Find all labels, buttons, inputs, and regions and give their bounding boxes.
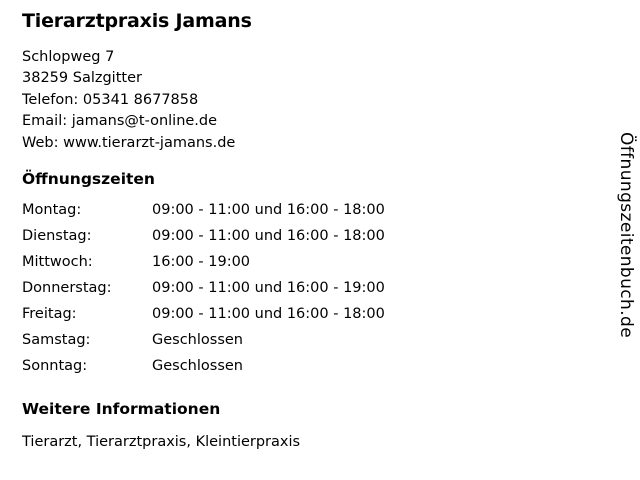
content-column <box>22 10 582 453</box>
watermark-label: Öffnungszeitenbuch.de <box>616 132 636 339</box>
hours-day-label: Sonntag: <box>22 358 88 375</box>
hours-time-value: Geschlossen <box>152 332 243 349</box>
more-information-text: Tierarzt, Tierarztpraxis, Kleintierpraxis <box>22 434 301 451</box>
address-web: Web: www.tierarzt-jamans.de <box>22 134 236 151</box>
address-block <box>22 47 582 155</box>
hours-time-value: 09:00 - 11:00 und 16:00 - 18:00 <box>152 306 385 323</box>
hours-day-label: Dienstag: <box>22 228 92 245</box>
more-information-heading: Weitere Informationen <box>22 400 221 419</box>
table-row <box>22 202 385 228</box>
hours-time-value: 09:00 - 11:00 und 16:00 - 18:00 <box>152 202 385 219</box>
address-city: 38259 Salzgitter <box>22 70 142 87</box>
table-row <box>22 358 385 384</box>
hours-time-value: 16:00 - 19:00 <box>152 254 251 271</box>
hours-time-value: 09:00 - 11:00 und 16:00 - 19:00 <box>152 280 385 297</box>
address-phone: Telefon: 05341 8677858 <box>22 91 199 108</box>
hours-day-label: Samstag: <box>22 332 91 349</box>
hours-day-label: Freitag: <box>22 306 77 323</box>
hours-time-value: 09:00 - 11:00 und 16:00 - 18:00 <box>152 228 385 245</box>
address-street: Schlopweg 7 <box>22 48 115 65</box>
table-row <box>22 280 385 306</box>
hours-day-label: Mittwoch: <box>22 254 93 271</box>
hours-day-label: Donnerstag: <box>22 280 112 297</box>
hours-day-label: Montag: <box>22 202 82 219</box>
opening-hours-table <box>22 202 385 384</box>
opening-hours-heading: Öffnungszeiten <box>22 170 155 189</box>
page-title: Tierarztpraxis Jamans <box>22 10 252 32</box>
table-row <box>22 332 385 358</box>
table-row <box>22 254 385 280</box>
table-row <box>22 306 385 332</box>
hours-time-value: Geschlossen <box>152 358 243 375</box>
table-row <box>22 228 385 254</box>
address-email: Email: jamans@t-online.de <box>22 113 218 130</box>
